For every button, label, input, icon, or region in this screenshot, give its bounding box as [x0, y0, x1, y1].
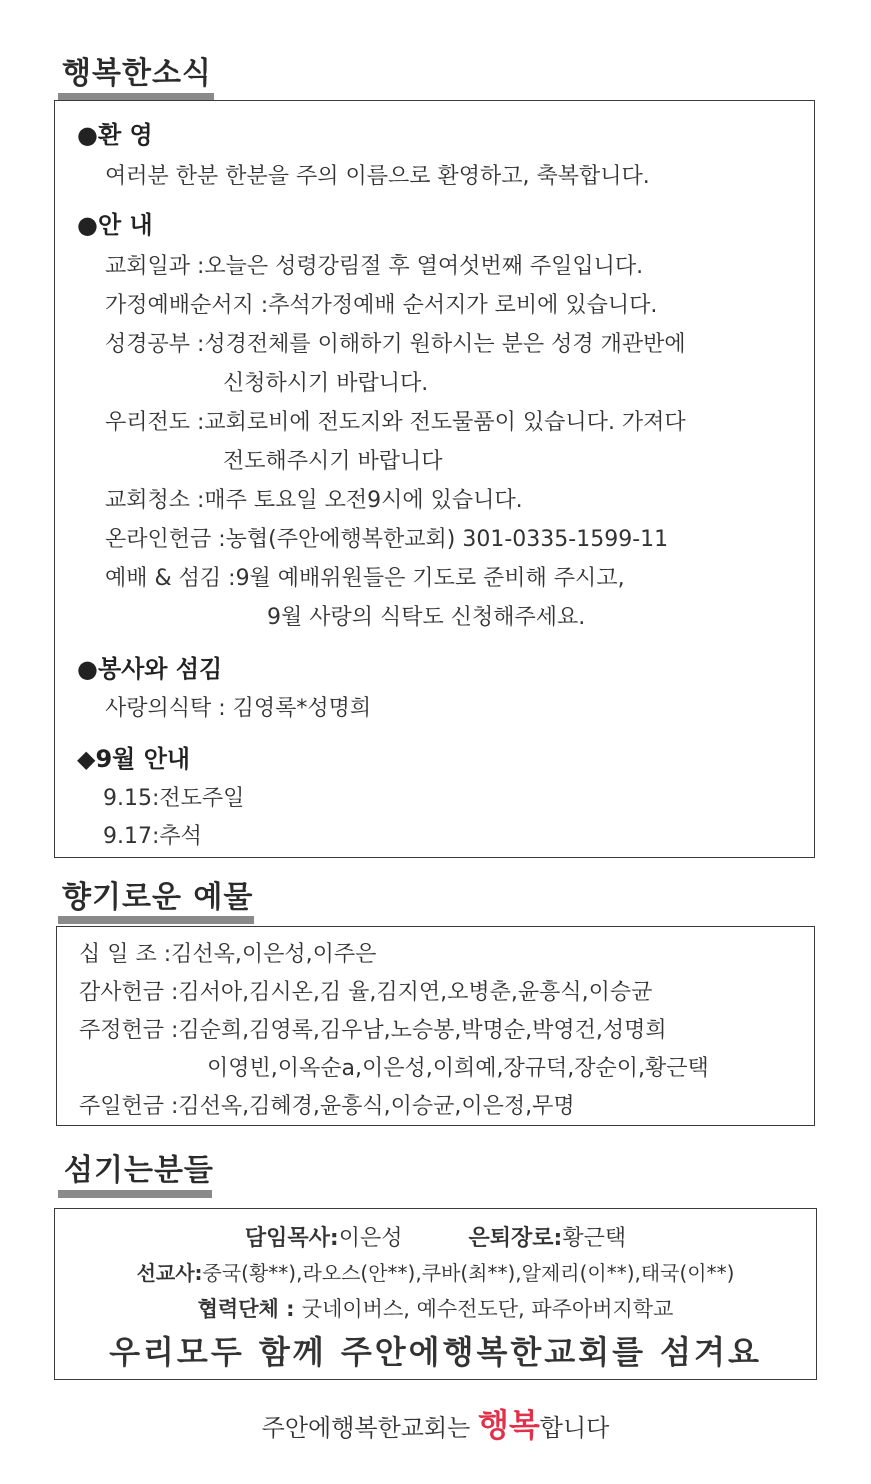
offering-box	[56, 926, 815, 1126]
offering-row-label: 십 일 조 :	[79, 942, 172, 967]
elder-name: 황근택	[562, 1226, 627, 1251]
notice-item	[105, 405, 686, 436]
notice-item-label: 교회청소 :	[105, 488, 205, 513]
offering-row	[79, 1013, 667, 1044]
footer-suffix: 합니다	[539, 1414, 610, 1442]
notice-item	[105, 327, 686, 358]
partner-label: 협력단체 :	[197, 1297, 302, 1321]
servers-motto: 우리모두 함께 주안에행복한교회를 섬겨요	[109, 1333, 762, 1371]
servers-missionaries	[55, 1257, 816, 1286]
notice-item	[105, 522, 668, 553]
service-text: 사랑의식탁 : 김영록*성명희	[105, 696, 372, 721]
notice-item-label: 가정예배순서지 :	[105, 293, 269, 318]
september-heading: ◆9월 안내	[77, 745, 191, 773]
notice-item-text: 추석가정예배 순서지가 로비에 있습니다.	[268, 293, 658, 318]
notice-item-label: 교회일과 :	[105, 254, 205, 279]
notice-item	[105, 483, 523, 514]
notice-item-text: 성경전체를 이해하기 원하시는 분은 성경 개관반에	[204, 332, 686, 357]
servers-box	[54, 1208, 817, 1380]
notice-item-text: 9월 예배위원들은 기도로 준비해 주시고,	[235, 566, 625, 591]
service-heading: ●봉사와 섬김	[77, 655, 223, 683]
servers-partners	[55, 1293, 816, 1323]
offering-row-names: 김선옥,김혜경,윤흥식,이승균,이은정,무명	[178, 1094, 575, 1119]
notice-item-text: 오늘은 성령강림절 후 열여섯번째 주일입니다.	[204, 254, 644, 279]
september-item: 9.17:추석	[103, 824, 202, 849]
partner-list: 굿네이버스, 예수전도단, 파주아버지학교	[301, 1297, 674, 1321]
notice-item-continuation: 신청하시기 바랍니다.	[223, 371, 429, 396]
footer-slogan	[0, 1400, 871, 1446]
elder-label: 은퇴장로:	[468, 1226, 563, 1251]
notice-item	[105, 288, 657, 319]
offering-row-label: 주정헌금 :	[79, 1018, 179, 1043]
september-item: 9.15:전도주일	[103, 786, 245, 811]
notice-item-continuation: 전도해주시기 바랍니다	[223, 449, 443, 474]
offering-row-label: 감사헌금 :	[79, 980, 179, 1005]
notice-item-text: 매주 토요일 오전9시에 있습니다.	[204, 488, 523, 513]
servers-title: 섬기는분들	[64, 1153, 214, 1188]
missionary-label: 선교사:	[136, 1261, 203, 1285]
notice-item-label: 우리전도 :	[105, 410, 205, 435]
notice-item-text: 교회로비에 전도지와 전도물품이 있습니다. 가져다	[204, 410, 686, 435]
pastor-label: 담임목사:	[244, 1226, 339, 1251]
notice-item-label: 예배 & 섬김 :	[105, 566, 236, 591]
offering-row	[79, 1089, 575, 1120]
news-title: 행복한소식	[62, 56, 212, 91]
offering-row-names: 김서아,김시온,김 율,김지연,오병춘,윤흥식,이승균	[178, 980, 653, 1005]
offering-row-continuation: 이영빈,이옥순a,이은성,이희예,장규덕,장순이,황근택	[207, 1056, 709, 1081]
offering-row-names: 김선옥,이은성,이주은	[171, 942, 377, 967]
notice-item	[105, 249, 643, 280]
welcome-text: 여러분 한분 한분을 주의 이름으로 환영하고, 축복합니다.	[105, 164, 650, 189]
servers-title-underline	[58, 1190, 212, 1198]
news-box	[54, 100, 815, 858]
notice-item-continuation: 9월 사랑의 식탁도 신청해주세요.	[267, 605, 586, 630]
notice-heading: ●안 내	[77, 211, 153, 239]
offering-title-underline	[58, 916, 254, 924]
notice-item-text: 농협(주안에행복한교회) 301-0335-1599-11	[225, 527, 669, 552]
offering-row-label: 주일헌금 :	[79, 1094, 179, 1119]
notice-item-label: 성경공부 :	[105, 332, 205, 357]
missionary-list: 중국(황**),라오스(안**),쿠바(최**),알제리(이**),태국(이**)	[202, 1261, 735, 1285]
servers-leaders	[55, 1221, 816, 1252]
footer-prefix: 주안에행복한교회는	[261, 1414, 478, 1442]
offering-row	[79, 975, 652, 1006]
footer-highlight: 행복	[477, 1406, 540, 1444]
offering-row-names: 김순희,김영록,김우남,노승봉,박명순,박영건,성명희	[178, 1018, 667, 1043]
offering-row	[79, 937, 376, 968]
pastor-name: 이은성	[338, 1226, 403, 1251]
notice-item-label: 온라인헌금 :	[105, 527, 226, 552]
offering-title: 향기로운 예물	[62, 880, 254, 915]
welcome-heading: ●환 영	[77, 121, 153, 149]
notice-item	[105, 561, 625, 592]
